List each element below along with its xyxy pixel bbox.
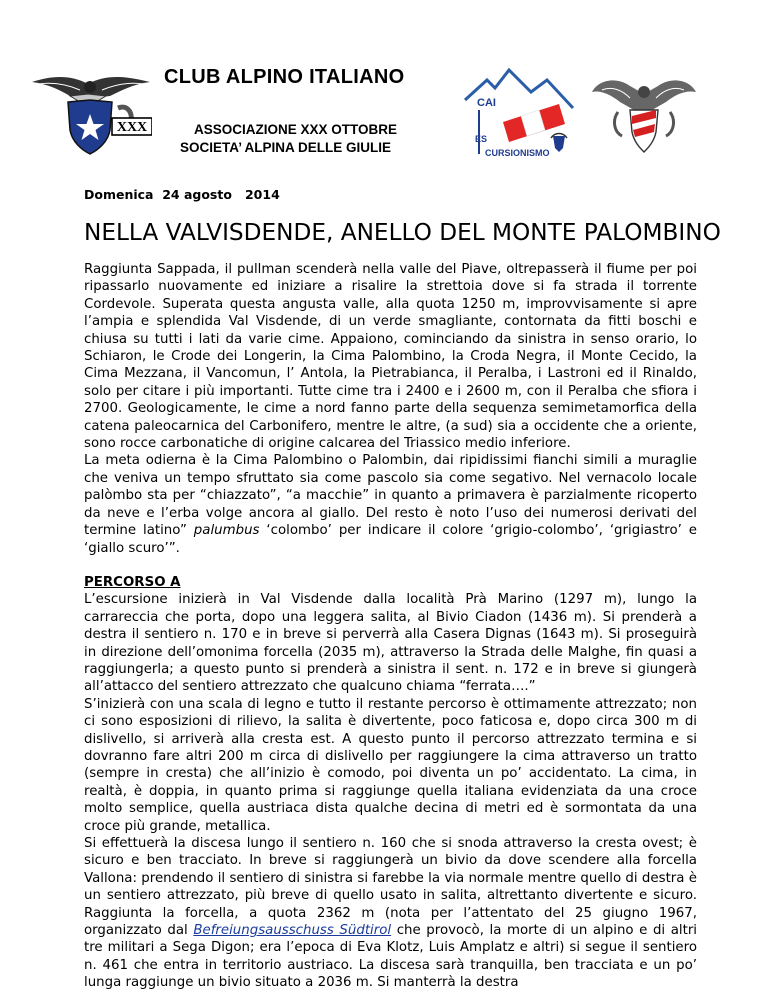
route-paragraph-3-text: Si effettuerà la discesa lungo il sentiero n. 160 che si snoda attraverso la cresta ovest; è sicuro e ben tracciato. In breve si raggiungerà un bivio da dove scendere alla forcella Vallona: prendendo il sentiero di sinistra si farebbe la via normale mentre quello di destra è un sentiero attrezzato, più breve di quello usato in salita, altrettanto divertente e sicuro. Raggiunta la forcella, a quota 2362 m (nota per l’attentato del 25 giugno 1967, organizzato dal <box>84 836 697 939</box>
route-paragraph-1: L’escursione inizierà in Val Visdende dalla località Prà Marino (1297 m), lungo la carrareccia che porta, dopo una leggera salita, al Bivio Ciadon (1436 m). Si prenderà a destra il sentiero n. 170 e in breve si perverrà alla Casera Dignas (1643 m). Si proseguirà in direzione dell’omonima forcella (2035 m), attraverso la Strada delle Malghe, fin quasi a raggiungerla; a questo punto si prenderà a sinistra il sent. n. 172 e in breve si giungerà all’attacco del sentiero attrezzato che qualcuno chiama “ferrata….” <box>84 592 697 695</box>
org-subtitle-line-2: SOCIETA’ ALPINA DELLE GIULIE <box>180 140 392 155</box>
event-date: Domenica 24 agosto 2014 <box>84 187 280 202</box>
intro-paragraph-2-text: La meta odierna è la Cima Palombino o Palombin, dai ripidissimi fianchi simili a muraglie che veniva un tempo sfruttato sia come pascolo sia come segativo. Nel vernacolo locale palòmbo sta per “chiazzato”, “a macchie” in quanto a primavera è parzialmente ricoperto da neve e l’erba volge ancora al giallo. Del resto è noto l’uso dei numerosi derivati del termine latino” <box>84 453 697 539</box>
route-paragraph-3-end: che provocò, la morte di un alpino e di altri tre militari a Sega Digon; era l’epoca di Eva Klotz, Luis Amplatz e altri) si segue il sentiero n. 461 che entra in territorio austriaco. La discesa sarà tranquilla, ben tracciata e un po’ lunga raggiunge un bivio situato a 2036 m. Si manterrà la destra <box>84 923 698 991</box>
org-subtitle <box>180 121 397 157</box>
document-body <box>84 261 697 992</box>
latin-term: palumbus <box>193 523 260 539</box>
svg-text:CURSIONISMO: CURSIONISMO <box>485 148 550 158</box>
org-title: CLUB ALPINO ITALIANO <box>164 66 405 88</box>
section-title-percorso-a: PERCORSO A <box>84 574 181 590</box>
cai-eagle-logo <box>30 68 152 158</box>
intro-paragraph-2 <box>84 452 697 556</box>
svg-text:ES: ES <box>475 134 488 144</box>
document-headline: NELLA VALVISDENDE, ANELLO DEL MONTE PALOMBINO <box>84 219 721 246</box>
alpina-giulie-eagle-logo <box>588 70 698 156</box>
intro-paragraph-1: Raggiunta Sappada, il pullman scenderà nella valle del Piave, oltrepasserà il fiume per poi ripassarlo nuovamente ed iniziare a risalire la strettoia dove si fa strada il torrente Cordevole. Superata questa angusta valle, alla quota 1250 m, improvvisamente si apre l’ampia e splendida Val Visdende, di un verde smagliante, contornata da fitti boschi e chiusa su tutti i lati da varie cime. Appaiono, cominciando da sinistra in senso orario, lo Schiaron, le Crode dei Longerin, la Cima Palombino, la Croda Negra, il Monte Cecido, la Cima Mezzana, il Vancomun, l’ Antola, la Pietrabianca, il Peralba, i Lastroni ed il Rinaldo, solo per citare i più importanti. Tutte cime tra i 2400 e i 2600 m, con il Peralba che sfiora i 2700. Geologicamente, le cime a nord fanno parte della sequenza semimetamorfica della catena paleocarnica del Carbonifero, mentre le altre, (a sud) sia a occidente che a oriente, sono rocce carbonatiche di origine calcarea del Triassico medio inferiore. <box>84 262 697 452</box>
route-paragraph-2: S’inizierà con una scala di legno e tutto il restante percorso è ottimamente attrezzato; non ci sono esposizioni di rilievo, la salita è divertente, poco faticosa e, dopo circa 300 m di dislivello, si arriverà alla cresta est. A questo punto il percorso attrezzato termina e si dovranno fare altri 200 m circa di dislivello per raggiungere la cima attraverso un tratto (sempre in cresta) che all’inizio è comodo, poi diventa un po’ accidentato. La cima, in realtà, è doppia, in quanto prima si raggiunge quella italiana evidenziata da una croce molto semplice, quella austriaca dista qualche decina di metri ed è sormontata da una croce più grande, metallica. <box>84 696 697 834</box>
route-paragraph-3 <box>84 835 697 992</box>
intro-paragraph-2-end: ‘colombo’ per indicare il colore ‘grigio-colombo’, ‘grigiastro’ e ‘giallo scuro’”. <box>84 523 697 556</box>
svg-text:XXX: XXX <box>116 120 148 135</box>
org-subtitle-line-1: ASSOCIAZIONE XXX OTTOBRE <box>194 122 398 137</box>
cai-escursionismo-logo <box>463 66 575 162</box>
svg-text:CAI: CAI <box>477 97 496 109</box>
befreiungsausschuss-link[interactable]: Befreiungsausschuss Südtirol <box>193 923 392 939</box>
